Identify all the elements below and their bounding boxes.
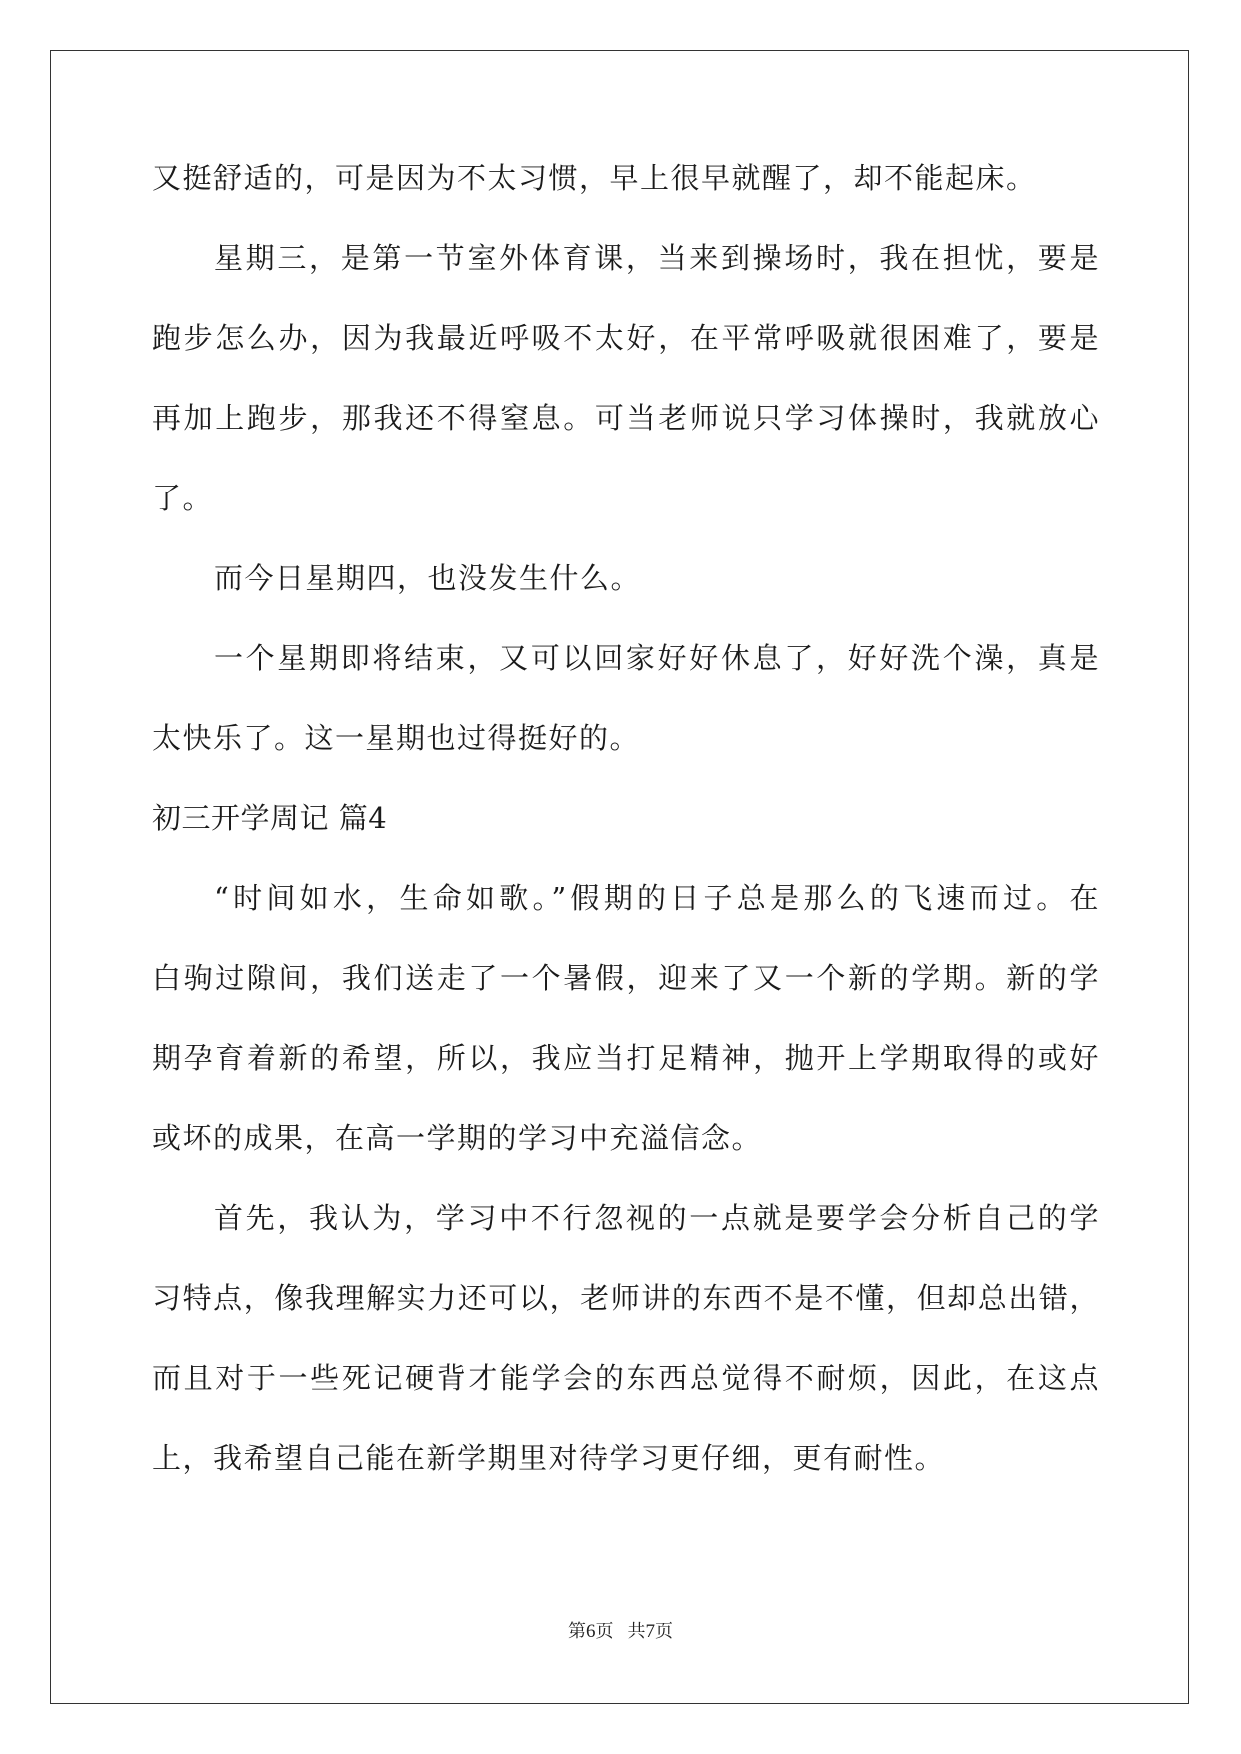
footer-page-suffix: 页 (595, 1621, 614, 1642)
text-line: 又挺舒适的，可是因为不太习惯，早上很早就醒了，却不能起床。 (152, 161, 1037, 195)
footer-total-suffix: 页 (655, 1621, 673, 1642)
text-line: 习特点，像我理解实力还可以，老师讲的东西不是不懂，但却总出错， (152, 1281, 1100, 1315)
text-line: 了。 (152, 481, 214, 515)
text-line: 上，我希望自己能在新学期里对待学习更仔细，更有耐性。 (152, 1441, 946, 1475)
footer-total-prefix: 共 (627, 1621, 646, 1642)
text-line: 星期三，是第一节室外体育课，当来到操场时，我在担忧，要是 (214, 241, 1100, 275)
text-line: 期孕育着新的希望，所以，我应当打足精神，抛开上学期取得的或好 (152, 1041, 1100, 1075)
text-line: 一个星期即将结束，又可以回家好好休息了，好好洗个澡，真是 (214, 641, 1100, 675)
text-line: “时间如水，生命如歌。”假期的日子总是那么的飞速而过。在 (214, 881, 1100, 915)
text-line: 而且对于一些死记硬背才能学会的东西总觉得不耐烦，因此，在这点 (152, 1361, 1100, 1395)
footer-page-total: 7 (645, 1621, 655, 1642)
document-body (152, 158, 1100, 1518)
page-footer (0, 1617, 1241, 1643)
text-line: 再加上跑步，那我还不得窒息。可当老师说只学习体操时，我就放心 (152, 401, 1100, 435)
text-line: 太快乐了。这一星期也过得挺好的。 (152, 721, 641, 755)
text-line: 首先，我认为，学习中不行忽视的一点就是要学会分析自己的学 (214, 1201, 1100, 1235)
footer-page-prefix: 第 (568, 1621, 586, 1642)
text-line: 白驹过隙间，我们送走了一个暑假，迎来了又一个新的学期。新的学 (152, 961, 1100, 995)
text-line: 跑步怎么办，因为我最近呼吸不太好，在平常呼吸就很困难了，要是 (152, 321, 1100, 355)
text-line: 或坏的成果，在高一学期的学习中充溢信念。 (152, 1121, 763, 1155)
text-line: 而今日星期四，也没发生什么。 (214, 561, 642, 595)
section-heading: 初三开学周记 篇4 (152, 801, 388, 835)
footer-page-current: 6 (586, 1621, 596, 1642)
